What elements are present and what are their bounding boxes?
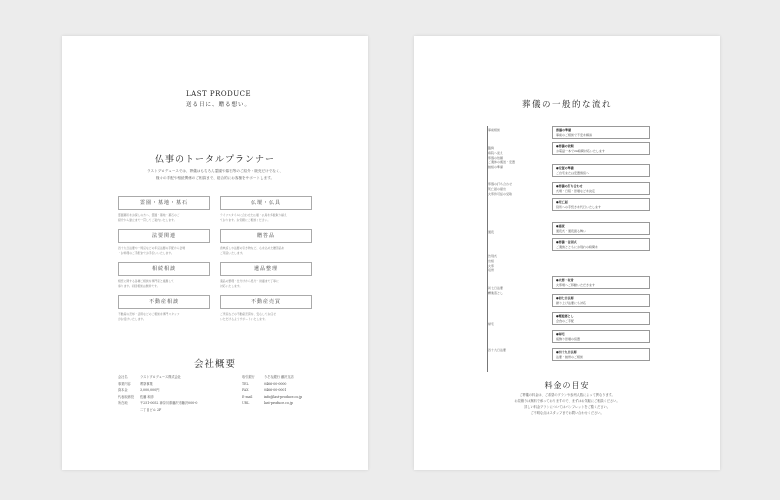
service-desc-line: 四十九日法要や一周忌などの年忌法要の手配から会場 — [118, 246, 186, 250]
flow-step-box — [552, 182, 650, 195]
service-description — [220, 312, 312, 321]
stage-line: 出棺 — [488, 258, 495, 263]
price-line: ご不明な点はスタッフまでお問い合わせください。 — [530, 411, 604, 415]
service-card — [220, 262, 312, 288]
company-key: TEL — [242, 381, 249, 386]
service-desc-line: 遺品の整理・仕分けから処分・供養まで丁寧に — [220, 279, 279, 283]
flow-step-box — [552, 198, 650, 211]
services-intro — [62, 168, 368, 182]
service-desc-line: ております。お気軽にご相談ください。 — [220, 217, 271, 222]
price-line: お見積りは無料で承っておりますので、まずはお気軽にご相談ください。 — [514, 399, 620, 403]
service-label: 贈答品 — [220, 229, 312, 243]
flow-chart — [488, 126, 650, 372]
flow-stage — [488, 286, 503, 296]
flow-step-title: ●初七日法要 — [556, 296, 574, 300]
stage-line: 四十九日法要 — [488, 348, 507, 352]
company-info-left — [118, 374, 197, 413]
flow-step-box — [552, 330, 650, 343]
service-card — [118, 196, 210, 222]
service-card — [118, 295, 210, 321]
service-description — [220, 279, 312, 288]
flow-step-text: 役所への手続きを代行いたします — [556, 204, 602, 209]
flow-step-box — [552, 348, 650, 361]
flow-step-text: ご自宅または安置施設へ — [556, 170, 590, 175]
service-card — [220, 295, 312, 321]
service-label: 仏壇・仏具 — [220, 196, 312, 210]
service-label: 相続相談 — [118, 262, 210, 276]
price-text — [414, 392, 720, 416]
company-key: URL — [242, 401, 250, 405]
flow-step-text: 繰り上げ法要にも対応 — [556, 300, 587, 305]
service-desc-line: 霊園墓所をお探しの方へ、霊園・墓地・墓石のご — [118, 213, 180, 217]
stage-line: 収骨 — [488, 268, 495, 273]
company-value: りそな銀行 藤沢支店 — [264, 375, 294, 379]
flow-step-text: 法要・納骨のご相談 — [556, 354, 584, 359]
brand-name: LAST PRODUCE — [186, 90, 252, 98]
stage-line: 葬儀の打ち合わせ — [488, 182, 513, 186]
flow-step-box — [552, 312, 650, 325]
company-key: 会社名 — [118, 375, 128, 379]
company-value: 二丁目ビル 2F — [140, 407, 162, 412]
flow-step-text: 後飾り祭壇の設置 — [556, 336, 581, 341]
company-key: 事業内容 — [118, 381, 131, 386]
flow-step-text: 会食のご手配 — [556, 318, 575, 323]
service-label: 霊園・墓地・墓石 — [118, 196, 210, 210]
flow-step-text: お電話一本で24時間対応いたします — [556, 148, 605, 153]
service-desc-line: 紹介から建立まで一貫してご案内いたします。 — [118, 217, 177, 222]
flow-step-title: ●精進落とし — [556, 314, 574, 318]
service-desc-line: 承ります。初回相談は無料です。 — [118, 283, 160, 288]
flow-step-title: ●火葬・収骨 — [556, 278, 574, 282]
intro-line: ラストプロデュースでは、葬儀はもちろん霊園や墓石等のご紹介・販売だけでなく、 — [147, 169, 283, 173]
stage-line: 病院へ迎え — [488, 150, 504, 155]
flow-step-box — [552, 164, 650, 177]
flow-stage — [488, 146, 515, 170]
flow-step-title: ●四十九日法要 — [556, 350, 577, 354]
stage-line: 初七日法要 — [488, 286, 504, 290]
service-label: 遺品整理 — [220, 262, 312, 276]
company-title: 会社概要 — [193, 359, 236, 370]
flow-stage — [488, 182, 512, 196]
stage-line: 通夜 — [488, 230, 495, 234]
stage-line: 死亡届の提出 — [488, 186, 507, 191]
service-description — [118, 213, 210, 222]
stage-line: 火葬 — [488, 263, 495, 268]
service-card — [118, 262, 210, 288]
flow-step-text: 通夜式・通夜振る舞い — [556, 228, 587, 233]
flow-step-text: 事前のご相談で不安を解消 — [556, 132, 593, 137]
company-value: 〒251-0052 神奈川県藤沢市藤沢000-0 — [140, 401, 198, 405]
service-description — [118, 279, 210, 288]
company-value: 0466-00-0001 — [264, 388, 287, 392]
company-key: 取引銀行 — [242, 375, 255, 379]
company-brochure-page — [62, 36, 368, 470]
service-card — [220, 196, 312, 222]
service-card — [220, 229, 312, 255]
brand-block — [186, 90, 251, 108]
flow-step-box — [552, 222, 650, 235]
stage-line: 納棺の準備 — [488, 165, 504, 170]
company-key: 代表取締役 — [118, 394, 134, 399]
service-desc-line: いただけるようサポートいたします。 — [220, 316, 268, 321]
flow-step-box — [552, 276, 650, 289]
service-desc-line: ご用意いたします。 — [220, 250, 245, 255]
company-row — [118, 407, 197, 414]
service-desc-line: 対応いたします。 — [220, 283, 243, 288]
stage-line: 帰宅 — [488, 322, 495, 326]
stage-line: 告別式 — [488, 254, 498, 258]
company-value: last-produce.co.jp — [264, 401, 293, 405]
service-label: 不動産売買 — [220, 295, 312, 309]
flow-step-title: ●帰宅 — [556, 332, 565, 336]
service-desc-line: ・お料理のご手配までお手伝いいたします。 — [118, 250, 174, 255]
flow-step-box — [552, 238, 650, 251]
stage-line: 事前相談 — [488, 128, 501, 132]
company-value: ラストプロデュース株式会社 — [140, 375, 181, 379]
stage-line: ご遺体の搬送・安置 — [488, 160, 516, 165]
service-desc-line: ご実家などの不動産売買を、安心してお任せ — [220, 312, 276, 316]
company-value: 3,000,000円 — [140, 388, 160, 392]
service-description — [220, 213, 312, 222]
service-desc-line: がお受けいたします。 — [118, 316, 146, 321]
company-value: info@last-produce.co.jp — [264, 394, 303, 399]
flow-step-title: ●葬儀の打ち合わせ — [556, 184, 583, 188]
service-desc-line: 相続に関する各種ご相談を専門家と連携して — [118, 279, 174, 283]
stage-line: 臨終 — [488, 146, 495, 150]
services-title: 仏事のトータルプランナー — [154, 155, 275, 165]
service-description — [118, 246, 210, 255]
service-card — [118, 229, 210, 255]
flow-step-box — [552, 294, 650, 307]
company-key — [118, 407, 140, 414]
service-desc-line: ライフスタイルに合わせた仏壇・仏具を多数取り揃え — [220, 213, 287, 217]
flow-step-title: 葬儀の準備 — [556, 128, 572, 132]
flow-stage — [488, 230, 494, 235]
company-info-right — [242, 374, 302, 407]
flow-step-title: ●通夜 — [556, 224, 565, 228]
stage-line: 精進落とし — [488, 290, 504, 295]
service-desc-line: 不動産の売却・活用などのご相談を専門スタッフ — [118, 312, 180, 316]
service-desc-line: 香典返しや法要の引き物など、心を込めた贈答品を — [220, 246, 285, 250]
service-description — [118, 312, 210, 321]
company-value: 0466-00-0000 — [264, 381, 287, 386]
flow-step-title: ●葬儀の依頼 — [556, 144, 574, 148]
company-key: 所在地 — [118, 401, 128, 405]
flow-step-title: ●死亡届 — [556, 200, 568, 204]
price-line: 詳しい料金プランについてはパンフレットをご覧ください。 — [524, 405, 610, 409]
flow-title: 葬儀の一般的な流れ — [521, 100, 612, 110]
company-value: 佐藤 和彦 — [140, 394, 154, 399]
stage-line: 葬儀の依頼 — [488, 155, 504, 160]
funeral-flow-page — [414, 36, 720, 470]
company-key: E-mail — [242, 394, 253, 399]
flow-stage — [488, 322, 494, 327]
flow-step-text: 火葬場へご移動いただきます — [556, 282, 596, 287]
price-title: 料金の目安 — [544, 381, 590, 390]
flow-stage — [488, 254, 497, 273]
service-label: 法要関連 — [118, 229, 210, 243]
service-label: 不動産相談 — [118, 295, 210, 309]
company-row — [242, 400, 302, 407]
company-value: 葬祭事業 — [140, 381, 153, 386]
flow-step-box — [552, 142, 650, 155]
company-key: FAX — [242, 388, 249, 392]
flow-stage — [488, 128, 500, 133]
flow-step-title: ●安置の準備 — [556, 166, 574, 170]
stage-line: 火葬許可証の受取 — [488, 191, 513, 196]
company-key: 資本金 — [118, 388, 128, 392]
intro-line: 様々の手配や相続関係のご相談まで、総合的にお客様をサポートします。 — [155, 176, 275, 180]
flow-step-box — [552, 126, 650, 139]
brand-tagline: 送る日に、贈る想い。 — [186, 102, 252, 108]
flow-step-text: ご遺族とともにお別れの時間を — [556, 244, 599, 249]
flow-step-title: ●葬儀・告別式 — [556, 240, 577, 244]
flow-step-text: 式場・日程・祭壇などを決定 — [556, 188, 596, 193]
price-line: ご葬儀の料金は、ご希望のプランや参列人数によって異なります。 — [519, 393, 615, 397]
service-description — [220, 246, 312, 255]
flow-stage — [488, 348, 506, 353]
